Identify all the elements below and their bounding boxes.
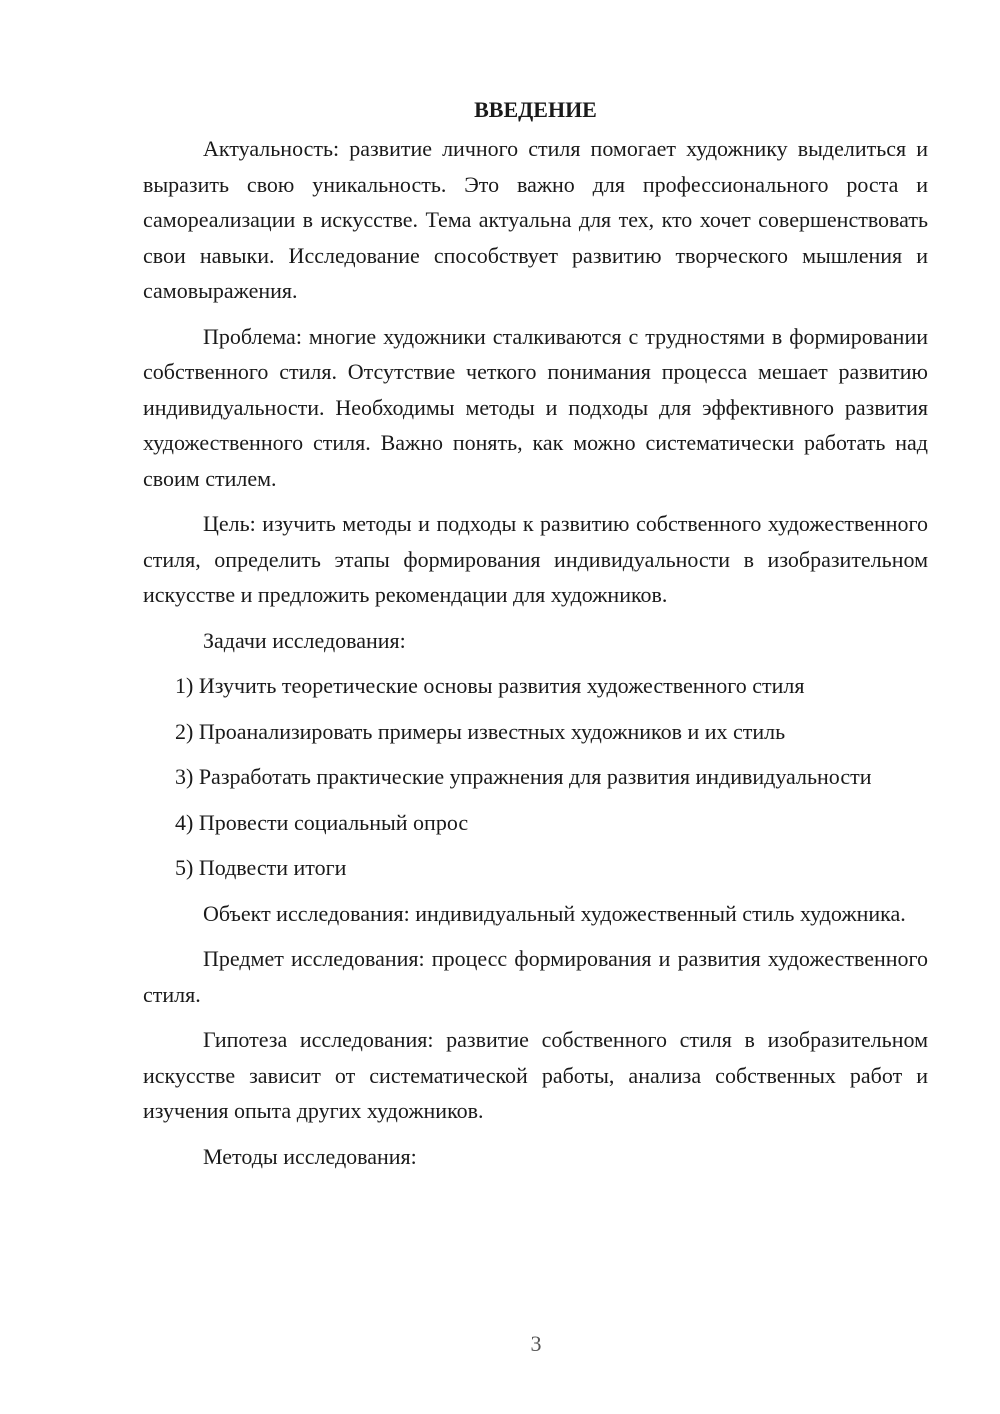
- task-item: 4) Провести социальный опрос: [175, 809, 469, 835]
- hypothesis-paragraph: Гипотеза исследования: развитие собственного стиля в изобразительном искусстве зависит от систематической работы, анализа собственных работ и изучения опыта других художников.: [143, 1027, 928, 1123]
- page-number: 3: [530, 1331, 542, 1356]
- problem-paragraph: Проблема: многие художники сталкиваются с трудностями в формировании собственного стиля. Отсутствие четкого понимания процесса мешает развитию индивидуальности. Необходимы методы и подходы для эффективного развития художественного стиля. Важно понять, как можно систематически работать над своим стилем.: [143, 323, 928, 491]
- relevance-paragraph: Актуальность: развитие личного стиля помогает художнику выделиться и выразить свою уникальность. Это важно для профессионального роста и самореализации в искусстве. Тема актуальна для тех, кто хочет совершенствовать свои навыки. Исследование способствует развитию творческого мышления и самовыражения.: [143, 136, 928, 303]
- task-item: 2) Проанализировать примеры известных художников и их стиль: [175, 718, 786, 744]
- methods-heading: Методы исследования:: [203, 1143, 417, 1169]
- task-item: 1) Изучить теоретические основы развития художественного стиля: [175, 673, 805, 698]
- goal-paragraph: Цель: изучить методы и подходы к развитию собственного художественного стиля, определить этапы формирования индивидуальности в изобразительном искусстве и предложить рекомендации для художников.: [143, 511, 928, 607]
- subject-paragraph: Предмет исследования: процесс формирования и развития художественного стиля.: [143, 946, 928, 1007]
- object-paragraph: Объект исследования: индивидуальный художественный стиль художника.: [203, 900, 906, 926]
- section-heading: ВВЕДЕНИЕ: [474, 97, 597, 122]
- task-item: 3) Разработать практические упражнения для развития индивидуальности: [175, 764, 872, 789]
- tasks-heading: Задачи исследования:: [203, 627, 406, 653]
- task-item: 5) Подвести итоги: [175, 855, 347, 880]
- document-page: [143, 92, 928, 1184]
